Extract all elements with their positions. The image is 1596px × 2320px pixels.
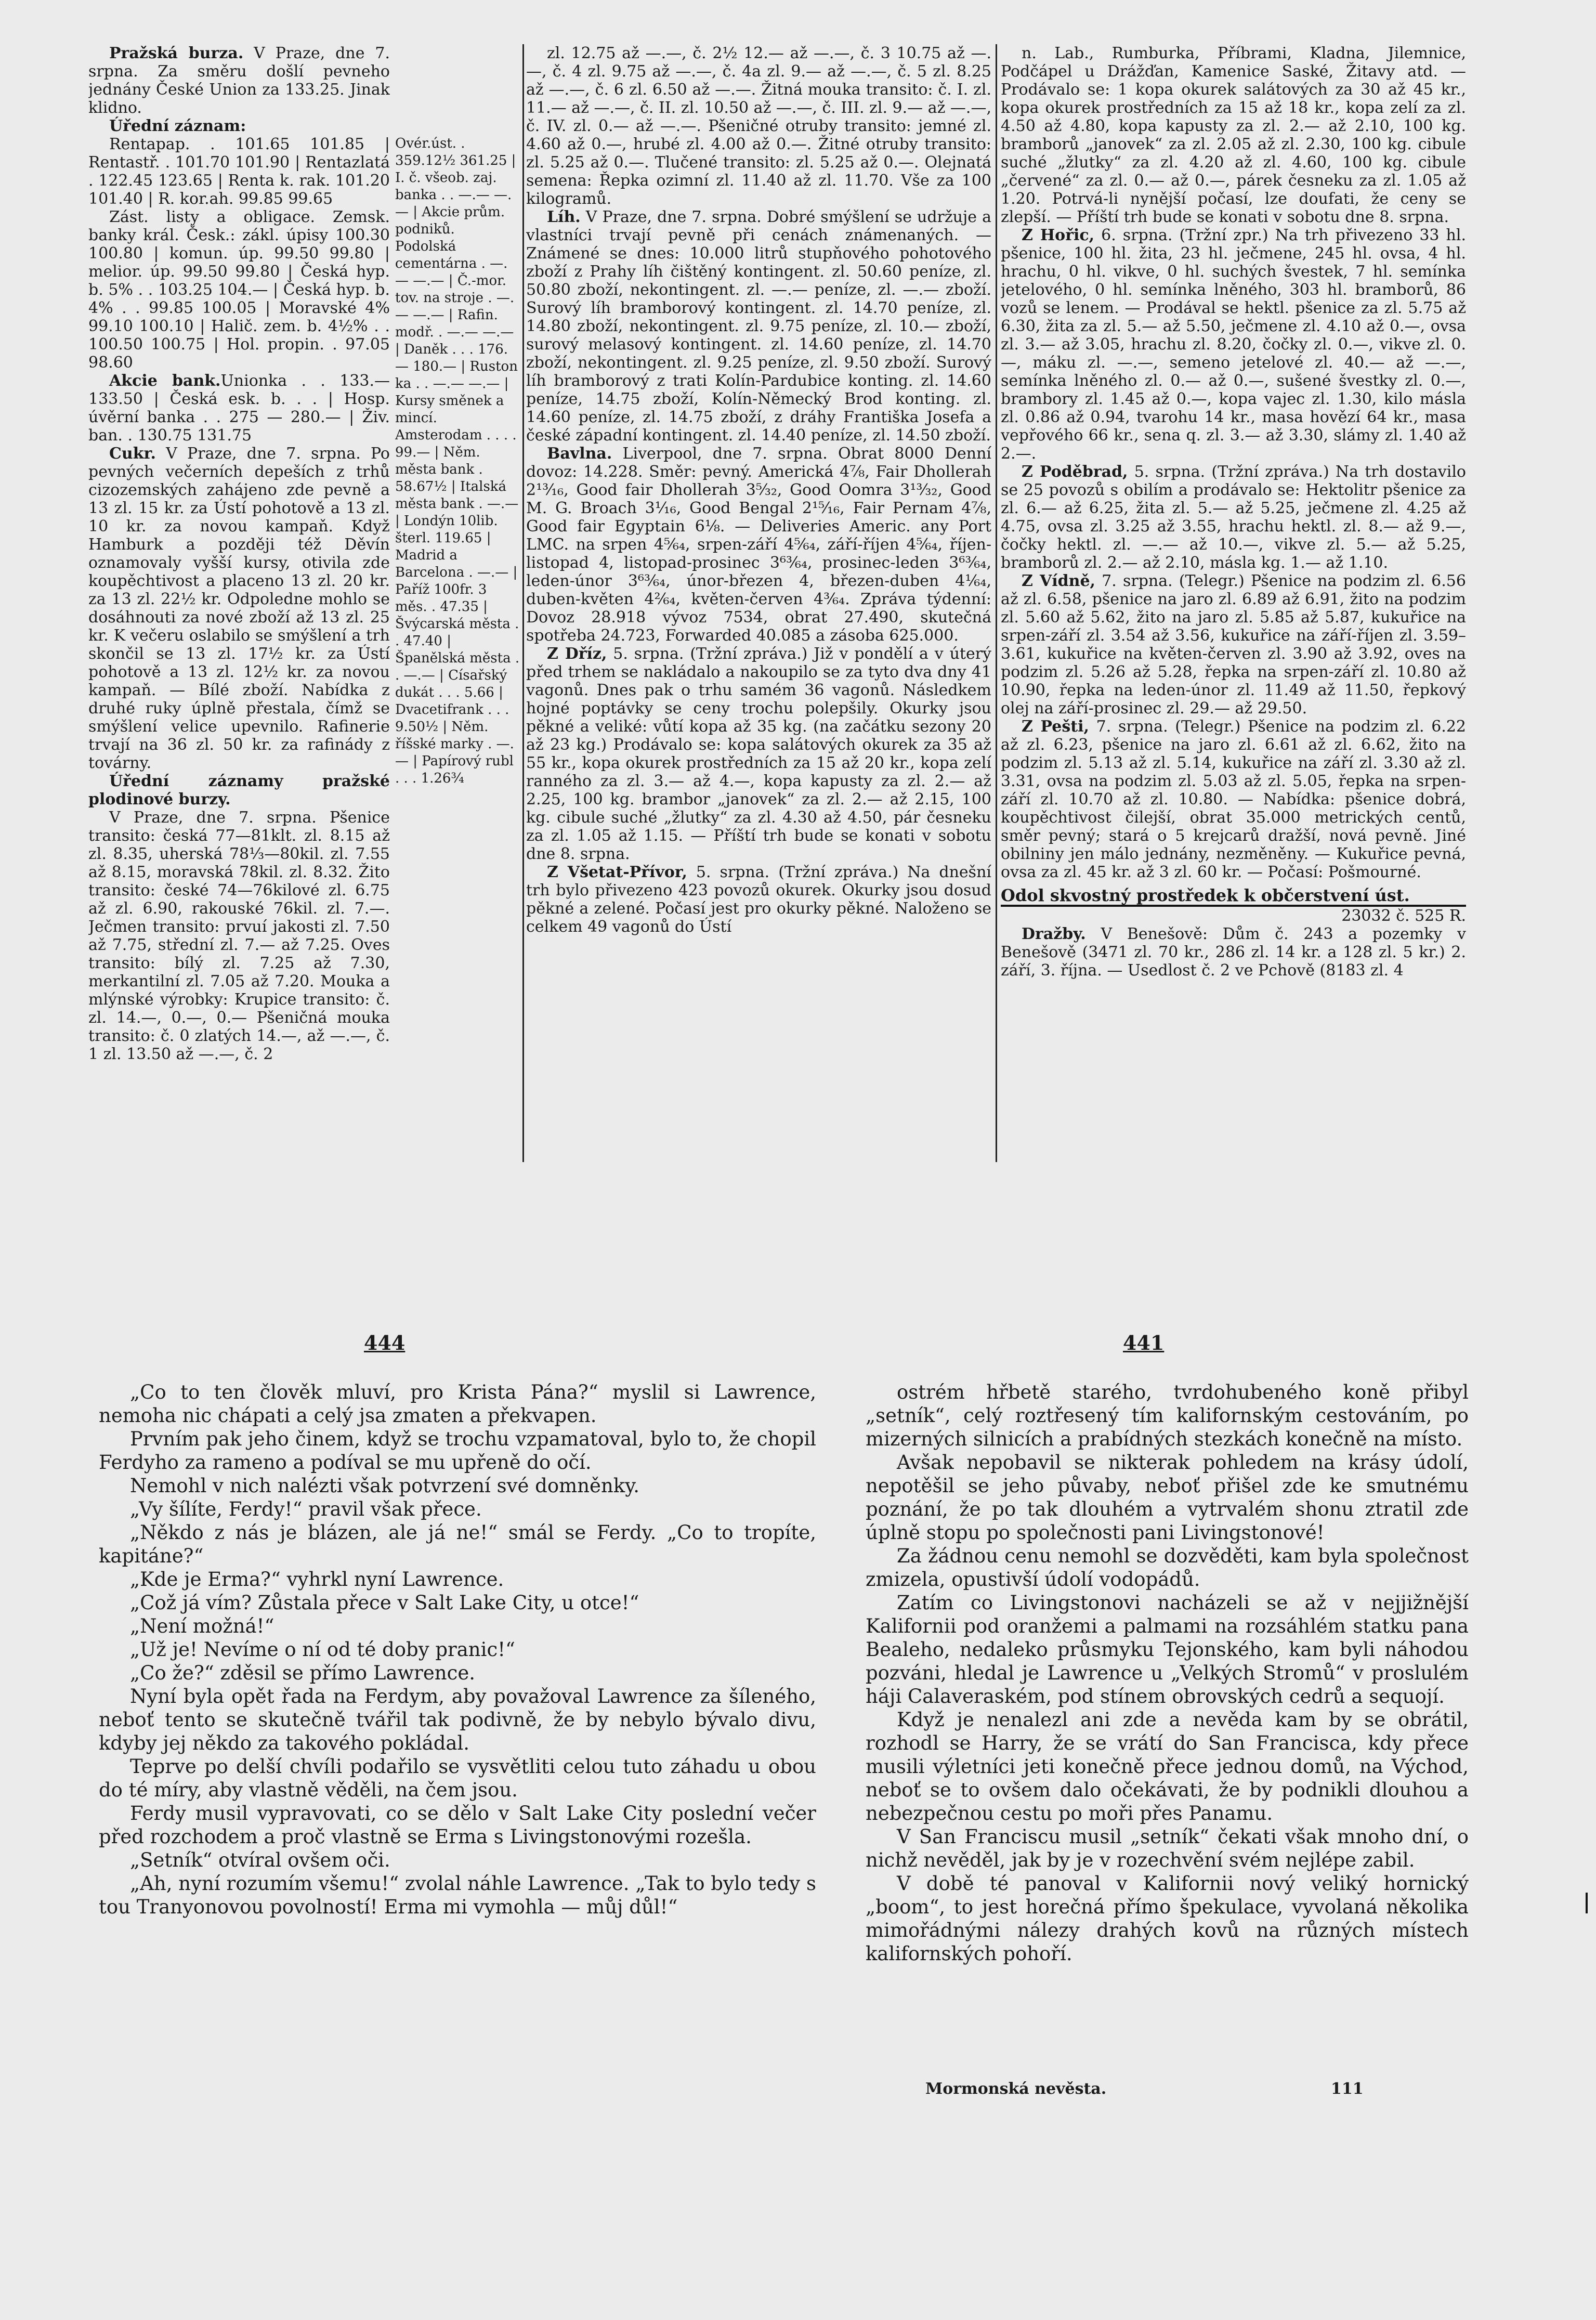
novel-paragraph: Nyní byla opět řada na Ferdym, aby považoval Lawrence za šíleného, neboť tento se skutečně tvářil tak podivně, že by nebylo bývalo divu, kdyby jej někdo za takového pokládal. — [99, 1685, 816, 1754]
report-text: 5. srpna. (Tržní zpráva.) Již v pondělí a v úterý před trhem se nakládalo a nakoupilo se za tyto dva dny 41 vagonů. Dnes pak o trhu samém 36 vagonů. Následkem hojné poptávky se ceny trochu polepšily. Okurky jsou pěkné a veliké: vůtí kopa až 35 kg. (na začátku sezony 20 až 23 kg.) Prodávalo se: kopa salátových okurek za 35 až 55 kr., kopa okurek prostředních za 15 až 20 kr., kopa zelí ranného za zl. 3.— až 4.—, kopa kapusty za zl. 2.— až 2.25, 100 kg. brambor „janovek“ za zl. 2.— až 2.15, 100 kg. cibule suché „žlutky“ za zl. 4.30 až 4.50, pár česneku za zl. 1.05 až 1.15. — Příští trh bude se konati v sobotu dne 8. srpna. — [526, 645, 991, 863]
novel-page-left — [99, 1380, 816, 2108]
novel-paragraph: Když je nenalezl ani zde a nevěda kam by se obrátil, rozhodl se Harry, že se vrátí do San Francisca, kdy přece musili výletníci jeti konečně přece jednou domů, na Východ, neboť se to ovšem dalo očekávati, že by podnikli dlouhou a nebezpečnou cestu po moři přes Panamu. — [866, 1709, 1469, 1824]
report-heading: Líh. — [547, 208, 581, 226]
novel-paragraph: „Setník“ otvíral ovšem oči. — [130, 1849, 390, 1871]
report-text: 7. srpna. (Telegr.) Pšenice na podzim zl. 6.22 až zl. 6.23, pšenice na jaro zl. 6.61 až zl. 6.62, žito na podzim zl. 5.13 až zl. 5.14, kukuřice na září zl. 3.30 až zl. 3.31, ovsa na podzim zl. 5.03 až zl. 5.05, řepka na srpen-září zl. 10.70 až zl. 10.80. — Nabídka: pšenice dobrá, koupěchtivost čilejší, obrat 35.000 metrických centů, směr pevný; stará o 5 krejcarů dražší, nová pevně. Jiné obilniny jen málo jednány, nezměněny. — Kukuřice pevná, ovsa za zl. 45 kr. až 3 zl. 60 kr. — Počasí: Pošmourné. — [1001, 718, 1466, 881]
report-text: 6. srpna. (Tržní zpr.) Na trh přivezeno 33 hl. pšenice, 100 hl. žita, 23 hl. ječmene, 245 hl. ovsa, 4 hl. hrachu, 0 hl. vikve, 0 hl. suchých švestek, 7 hl. semínka jetelového, 0 hl. semínka lněného, 303 hl. bramborů, 86 vozů se lenem. — Prodával se hektl. pšenice za zl. 5.75 až 6.30, žita za zl. 5.— až 5.50, ječmene zl. 4.10 až 0.—, ovsa zl. 3.— až 3.05, hrachu zl. 8.20, čočky zl. 0.—, vikve zl. 0.—, máku zl. —.—, semeno jetelové zl. 40.— až —.—, semínka lněného zl. 0.— až 0.—, sušené švestky zl. 0.—, brambory zl. 1.45 až 0.—, kopa vajec zl. 1.30, kilo másla zl. 0.86 až 0.94, tvarohu 14 kr., masa hovězí 64 kr., masa vepřového 66 kr., sena q. zl. 3.— až 3.30, slámy zl. 1.40 až 2.—. — [1001, 226, 1466, 463]
novel-paragraph: ostrém hřbetě starého, tvrdohubeného koně přibyl „setník“, celý roztřesený tím kalifornským cestováním, po mizerných silnicích a prabídných stezkách konečně na místo. — [866, 1381, 1469, 1450]
column-divider — [996, 44, 997, 1162]
market-report-paragraph — [526, 445, 991, 645]
report-heading: Z Všetat-Přívor, — [547, 863, 687, 881]
novel-paragraph: „Kde je Erma?“ vyhrkl nyní Lawrence. — [130, 1568, 504, 1591]
market-report-paragraph — [88, 445, 390, 772]
market-report-paragraph — [88, 809, 390, 1063]
page-number-left: 444 — [364, 1331, 405, 1354]
report-text: V Benešově: Dům č. 243 a pozemky v Benešově (3471 zl. 70 kr., 286 zl. 14 kr. a 128 zl. 5 kr.) 2. září, 3. října. — Usedlost č. 2 ve Pchově (8183 zl. 4 — [1001, 925, 1466, 980]
market-report-paragraph — [1001, 226, 1466, 463]
report-heading: Z Poděbrad, — [1022, 463, 1128, 481]
report-text: V Praze, dne 7. srpna. Dobré smýšlení se udržuje a vlastníci trvají pevně při cenách známenaných. — Známené se dnes: 10.000 litrů stupňového pohotového zboží z Prahy líh čištěný kontingent. zl. 50.60 peníze, zl. 50.80 zboží, nekontingent. zl. —.— peníze, zl. —.— zboží. Surový líh bramborový kontingent. zl. 14.70 peníze, zl. 14.80 zboží, nekontingent. zl. 9.75 peníze, zl. 10.— zboží, surový melasový kontingent. zl. 14.60 peníze, zl. 14.70 zboží, nekontingent. zl. 9.25 peníze, zl. 9.50 zboží. Surový líh bramborový z trati Kolín-Pardubice konting. zl. 14.60 peníze, 14.75 zboží, Kolín-Německý Brod konting. zl. 14.60 peníze, zl. 14.75 zboží, z dráhy Františka Josefa a české západní kontingent. zl. 14.40 peníze, zl. 14.50 zboží. — [526, 208, 991, 445]
novel-paragraph: Za žádnou cenu nemohl se dozvěděti, kam byla společnost zmizela, opustivší údolí vodopádů. — [866, 1545, 1469, 1591]
report-text: V Praze, dne 7. srpna. Pšenice transito: česká 77—81klt. zl. 8.15 až zl. 8.35, uherská 78⅓—80kil. zl. 7.55 až 8.15, moravská 78kil. zl. 8.32. Žito transito: české 74—76kilové zl. 6.75 až zl. 6.90, rakouské 76kil. zl. 7.—. Ječmen transito: prvuí jakosti zl. 7.50 až 7.75, střední zl. 7.— až 7.25. Oves transito: bílý zl. 7.25 až 7.30, merkantilní zl. 7.05 až 7.20. Mouka a mlýnské výrobky: Krupice transito: č. zl. 14.—, 0.—, 0.— Pšeničná mouka transito: č. 0 zlatých 14.—, až —.—, č. 1 zl. 13.50 až —.—, č. 2 — [88, 809, 390, 1063]
report-heading: Úřední záznamy pražské plodinové burzy. — [88, 772, 390, 809]
market-report-paragraph — [1001, 463, 1466, 572]
market-report-paragraph — [88, 772, 390, 809]
novel-paragraph: „Ah, nyní rozumím všemu!“ zvolal náhle Lawrence. „Tak to bylo tedy s tou Tranyonovou povolností! Erma mi vymohla — můj důl!“ — [99, 1872, 816, 1918]
novel-paragraph: „Už je! Nevíme o ní od té doby pranic!“ — [130, 1638, 515, 1661]
report-text: zl. 12.75 až —.—, č. 2½ 12.— až —.—, č. 3 10.75 až —.—, č. 4 zl. 9.75 až —.—, č. 4a zl. 9.— až —.—, č. 5 zl. 8.25 až —.—, č. 6 zl. 6.50 až —.—. Žitná mouka transito: č. I. zl. 11.— až —.—, č. II. zl. 10.50 až —.—, č. III. zl. 9.— až —.—, č. IV. zl. 0.— až —.—. Pšeničné otruby transito: jemné zl. 4.60 až 0.—, hrubé zl. 4.00 až 0.—. Žitné otruby transito: zl. 5.25 až 0.—. Tlučené transito: zl. 5.25 až 0.—. Olejnatá semena: Řepka ozimní zl. 11.40 až zl. 11.70. Vše za 100 kilogramů. — [526, 44, 991, 208]
report-text: n. Lab., Rumburka, Příbrami, Kladna, Jilemnice, Podčápel u Drážďan, Kamenice Saské, Žitavy atd. — Prodávalo se: 1 kopa okurek salátových za 30 až 45 kr., kopa okurek prostředních za 15 až 18 kr., kopa zelí za zl. 4.50 až 4.80, kopa kapusty za zl. 2.— až 2.10, 100 kg. bramborů „janovek“ za zl. 2.05 až zl. 2.30, 100 kg. cibule suché „žlutky“ za zl. 4.20 až zl. 4.60, 100 kg. cibule „červené“ za zl. 0.— až 0.—, párek česneku za zl. 1.05 až 1.20. Potrvá-li nynější počasí, lze doufati, že ceny se zlepší. — Příští trh bude se konati v sobotu dne 8. srpna. — [1001, 44, 1466, 226]
report-text: 5. srpna. (Tržní zpráva.) Na trh dostavilo se 25 povozů s obilím a prodávalo se: Hektolitr pšenice za zl. 6.— až 6.25, žita zl. 5.— až 5.25, ječmene zl. 4.25 až 4.75, ovsa zl. 3.25 až 3.55, hrachu hektl. zl. 8.— až 9.—, čočky hektl. zl. —.— až 10.—, vikve zl. 5.— až 5.25, bramborů zl. 2.— až 2.10, másla kg. 1.— až 1.10. — [1001, 463, 1466, 572]
novel-paragraph: Ferdy musil vypravovati, co se dělo v Salt Lake City poslední večer před rozchodem a proč vlastně se Erma s Livingstonovými rozešla. — [99, 1802, 816, 1848]
market-report-paragraph — [526, 863, 991, 936]
report-heading: Bavlna. — [547, 445, 612, 463]
market-column-3 — [1001, 44, 1466, 1240]
market-column-1 — [88, 44, 390, 1240]
report-text: Rentapap. . 101.65 101.85 | Rentastř. . 101.70 101.90 | Rentazlatá . 122.45 123.65 | Renta k. rak. 101.20 101.40 | R. kor.ah. 99.85 99.65 — [88, 135, 390, 208]
market-report-paragraph — [88, 44, 390, 117]
market-report-paragraph — [1001, 718, 1466, 881]
market-column-1b — [395, 135, 520, 905]
novel-paragraph: „Co to ten člověk mluví, pro Krista Pána?“ myslil si Lawrence, nemoha nic chápati a celý jsa zmaten a překvapen. — [99, 1381, 816, 1427]
market-report-paragraph — [526, 208, 991, 445]
market-report-paragraph — [526, 645, 991, 863]
novel-paragraph: V době té panoval v Kalifornii nový veliký hornický „boom“, to jest horečná přímo špekulace, vyvolaná několika mimořádnými nálezy drahých kovů na různých místech kalifornských pohoří. — [866, 1872, 1469, 1965]
advert-box: Odol skvostný prostředek k občerstvení úst. — [1001, 887, 1466, 907]
advert-ref: 23032 č. 525 R. — [1341, 907, 1466, 925]
novel-page-right — [866, 1380, 1469, 2108]
novel-paragraph: Teprve po delší chvíli podařilo se vysvětliti celou tuto záhadu u obou do té míry, aby vlastně věděli, na čem jsou. — [99, 1755, 816, 1801]
novel-paragraph: „Není možná!“ — [130, 1615, 274, 1637]
running-footer-title: Mormonská nevěsta. — [925, 2080, 1107, 2098]
report-heading: Z Pešti, — [1022, 718, 1089, 736]
novel-paragraph: „Co že?“ zděsil se přímo Lawrence. — [130, 1662, 475, 1684]
report-text: 5. srpna. (Tržní zpráva.) Na dnešní trh bylo přivezeno 423 povozů okurek. Okurky jsou dosud pěkné a zelené. Počasí jest pro okurky pěkné. Naloženo se celkem 49 vagonů do Ústí — [526, 863, 991, 936]
running-footer-page: 111 — [1331, 2080, 1364, 2098]
novel-paragraph: „Vy šílíte, Ferdy!“ pravil však přece. — [130, 1498, 482, 1520]
market-report-paragraph — [88, 117, 390, 135]
report-heading: Z Hořic, — [1022, 226, 1095, 244]
market-report-paragraph — [1001, 572, 1466, 718]
report-heading: Pražská burza. — [109, 44, 244, 62]
novel-paragraph: V San Franciscu musil „setník“ čekati však mnoho dní, o nichž nevěděl, jak by je v rozechvění svém nejlépe zabil. — [866, 1826, 1469, 1871]
report-heading: Z Vídně, — [1022, 572, 1095, 590]
scan-edge-mark — [1586, 1893, 1588, 1913]
report-text: V Praze, dne 7. srpna. Po pevných večerních depeších z trhů cizozemských zahájeno zde pevně a 13 zl. 15 kr. za Ústí pohotově a 13 zl. 10 kr. za novou kampaň. Když Hamburk a později též Děvín oznamovaly vyšší kursy, otivila zde koupěchtivost a placeno 13 zl. 20 kr. za 13 zl. 22½ kr. Odpoledne mohlo se dosáhnouti za nové zboží až 13 zl. 25 kr. K večeru oslabilo se smýšlení a trh skončil se 13 zl. 17½ kr. za Ústí pohotově a 13 zl. 12½ kr. za novou kampaň. — Bílé zboží. Nabídka z druhé ruky úplně přestala, čímž se smýšlení velice upevnilo. Rafinerie trvají na 36 zl. 50 kr. za rafinády z továrny. — [88, 445, 390, 772]
novel-paragraph: Avšak nepobavil se nikterak pohledem na krásy údolí, nepotěšil se jeho půvaby, neboť přišel zde ke smutnému poznání, že po tak dlouhém a vytrvalém shonu ztratil zde úplně stopu po společnosti pani Livingstonové! — [866, 1451, 1469, 1544]
novel-paragraph: Prvním pak jeho činem, když se trochu vzpamatoval, bylo to, že chopil Ferdyho za rameno a podíval se mu upřeně do očí. — [99, 1428, 816, 1474]
report-text: Liverpool, dne 7. srpna. Obrat 8000 Denní dovoz: 14.228. Směr: pevný. Americká 4⅞, Fair Dhollerah 2¹³⁄₁₆, Good fair Dhollerah 3⁵⁄₃₂, Good Oomra 3¹³⁄₃₂, Good M. G. Broach 3¹⁄₁₆, Good Bengal 2¹⁵⁄₁₆, Fair Pernam 4⅞, Good fair Egyptain 6⅛. — Deliveries Americ. any Port LMC. na srpen 4⁵⁄₆₄, srpen-září 4⁵⁄₆₄, září-říjen 4⁵⁄₆₄, říjen-listopad 4, listopad-prosinec 3⁶³⁄₆₄, prosinec-leden 3⁶³⁄₆₄, leden-únor 3⁶³⁄₆₄, únor-březen 4, březen-duben 4¹⁄₆₄, duben-květen 4²⁄₆₄, květen-červen 4³⁄₆₄. Zpráva týdenní: Dovoz 28.918 vývoz 7534, obrat 27.490, skutečná spotřeba 24.723, Forwarded 40.085 a zásoba 625.000. — [526, 445, 991, 645]
report-text: Unionka . . 133.— 133.50 | Česká esk. b. . . | Hosp. úvěrní banka . . 275 — 280.— | Živ. ban. . 130.75 131.75 — [88, 372, 390, 445]
report-text: 7. srpna. (Telegr.) Pšenice na podzim zl. 6.56 až zl. 6.58, pšenice na jaro zl. 6.89 až 6.91, žito na podzim zl. 5.60 až 5.62, žito na jaro zl. 5.85 až 5.87, kukuřice na srpen-září zl. 3.54 až 3.56, kukuřice na září-říjen zl. 3.59–3.61, kukuřice na květen-červen zl. 3.90 až 3.92, oves na podzim zl. 5.26 až 5.28, řepka na srpen-září zl. 10.80 až 10.90, řepka na leden-únor zl. 11.49 až 11.50, řepkový olej na září-prosinec zl. 29.— až 29.50. — [1001, 572, 1466, 718]
report-text: Zást. listy a obligace. Zemsk. banky král. Česk.: zákl. úpisy 100.30 100.80 | komun. úp. 99.50 99.80 | melior. úp. 99.50 99.80 | Česká hyp. b. 5% . . 103.25 104.— | Česká hyp. b. 4% . . 99.85 100.05 | Moravské 4% 99.10 100.10 | Halič. zem. b. 4½% . . 100.50 100.75 | Hol. propin. . 97.05 98.60 — [88, 208, 390, 372]
column-divider — [522, 44, 524, 1162]
report-text: V Praze, dne 7. srpna. Za směru došlí pevneho jednány České Union za 133.25. Jinak klidno. — [88, 44, 390, 117]
market-report-paragraph — [88, 372, 390, 445]
report-heading: Cukr. — [109, 445, 156, 463]
novel-paragraph: „Někdo z nás je blázen, ale já ne!“ smál se Ferdy. „Co to tropíte, kapitáne?“ — [99, 1521, 816, 1567]
exchange-rates-list: Ovér.úst. . 359.12½ 361.25 | I. č. všeob. zaj. banka . . —.— —.— | Akcie prům. podniků. Podolská cementárna . —.— —.— | Č.-mor. tov. na stroje . —.— —.— | Rafin. modř. . —.— —.— | Daněk . . . 176.— 180.— | Ruston ka . . —.— —.— | Kursy směnek a mincí. Amsterodam . . . . 99.— | Něm. města bank . 58.67½ | Italská města bank . —.— | Londýn 10lib. šterl. 119.65 | Madrid a Barcelona . —.— | Paříž 100fr. 3 měs. . 47.35 | Švýcarská města . . 47.40 | Španělská města . . —.— | Císařský dukát . . . 5.66 | Dvacetifrank . . . 9.50½ | Něm. říšské marky . —.— | Papírový rubl . . . 1.26¾ — [395, 136, 520, 786]
novel-paragraph: Nemohl v nich nalézti však potvrzení své domněnky. — [130, 1475, 639, 1497]
market-column-2 — [526, 44, 991, 1240]
market-report-paragraph — [88, 208, 390, 372]
report-heading: Dražby. — [1022, 925, 1086, 943]
report-heading: Úřední záznam: — [109, 117, 246, 135]
novel-paragraph: Zatím co Livingstonovi nacházeli se až v nejjižnější Kalifornii pod oranžemi a palmami na rozsáhlém statku pana Bealeho, nedaleko průsmyku Tejonského, kam byli náhodou pozváni, hledal je Lawrence u „Velkých Stromů“ v proslulém háji Calaveraském, pod stínem obrovských cedrů a sequojí. — [866, 1592, 1469, 1708]
market-report-paragraph — [1001, 44, 1466, 226]
report-heading: Z Dříz, — [547, 645, 607, 663]
market-report-paragraph — [526, 44, 991, 208]
novel-paragraph: „Což já vím? Zůstala přece v Salt Lake City, u otce!“ — [130, 1592, 639, 1614]
page-number-right: 441 — [1123, 1331, 1165, 1354]
market-report-paragraph — [1001, 925, 1466, 980]
market-report-paragraph — [88, 135, 390, 208]
report-heading: Akcie bank. — [109, 372, 221, 390]
